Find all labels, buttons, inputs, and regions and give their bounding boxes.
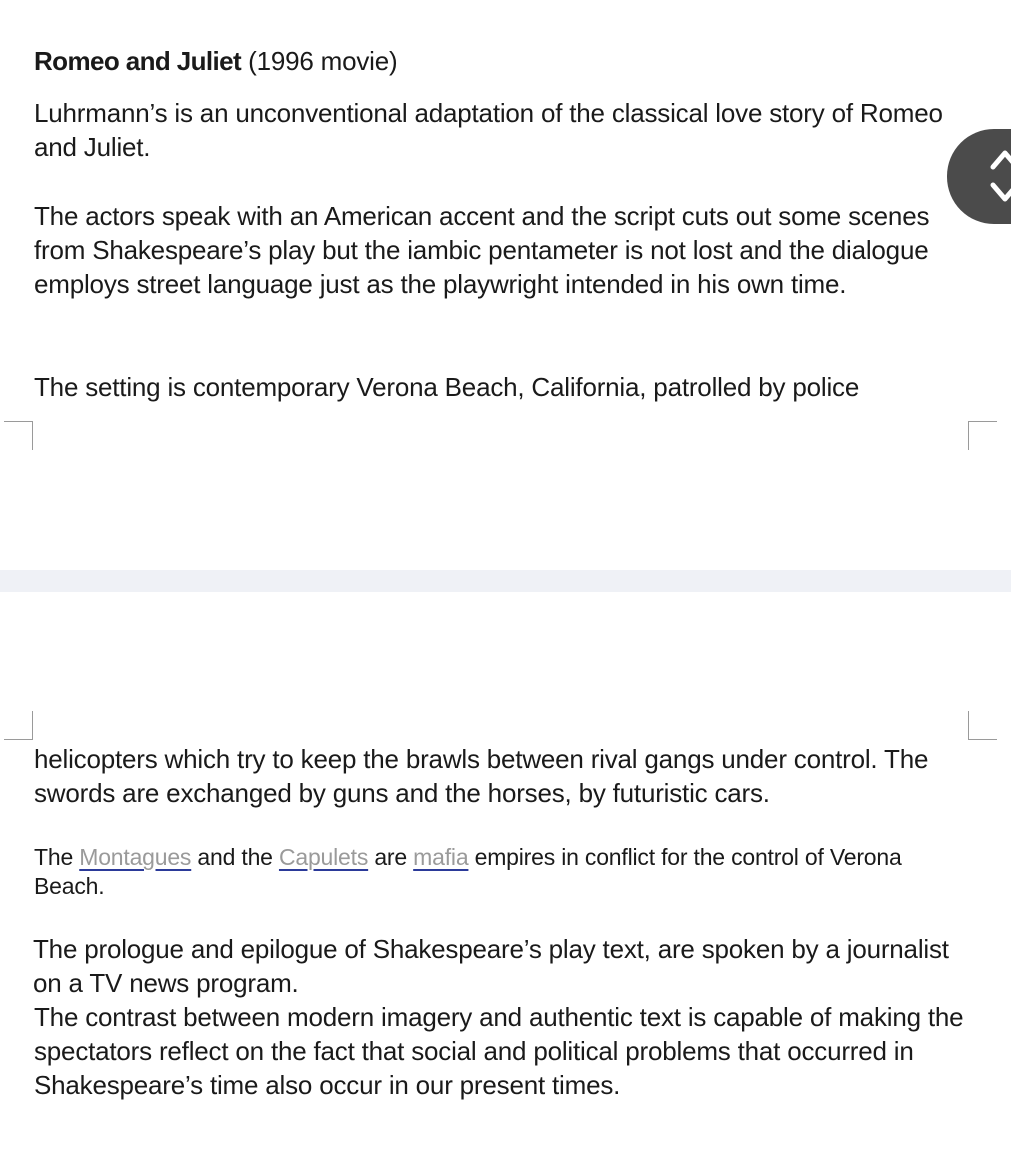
title-rest-text: (1996 movie) (241, 46, 398, 76)
page-separator (0, 570, 1011, 592)
paragraph-setting-start: The setting is contemporary Verona Beach, California, patrolled by police (34, 372, 860, 402)
chevron-up-down-icon (985, 143, 1011, 209)
families-text-3: are (368, 844, 414, 870)
document-page-1 (0, 0, 1011, 570)
paragraph-actors: The actors speak with an American accent and the script cuts out some scenes from Shakespeare’s play but the iambic pentameter is not lost and the dialogue employs street language just as the playwright intended in his own time. (34, 201, 930, 299)
families-text-1: The (34, 844, 80, 870)
link-montagues[interactable]: Montagues (79, 844, 192, 870)
document-page-2 (0, 592, 1011, 1168)
paragraph-prologue: The prologue and epilogue of Shakespeare’s play text, are spoken by a journalist on a TV news program. (33, 934, 949, 998)
link-capulets[interactable]: Capulets (278, 844, 369, 870)
title-bold-text: Romeo and Juliet (34, 46, 242, 76)
page-margin-corner-bottom-right (968, 421, 997, 450)
paragraph-contrast: The contrast between modern imagery and authentic text is capable of making the spectators reflect on the fact that social and political problems that occurred in Shakespeare’s time also occur in our present times. (34, 1002, 964, 1100)
link-mafia[interactable]: mafia (413, 844, 469, 870)
families-text-4: empires in conflict for the control of Verona Beach. (34, 844, 902, 899)
page-margin-corner-bottom-left (4, 421, 33, 450)
families-text-2: and the (191, 844, 279, 870)
paragraph-families (34, 843, 964, 901)
page-margin-corner-top-left (4, 711, 33, 740)
page-margin-corner-top-right (968, 711, 997, 740)
paragraph-setting-continued: helicopters which try to keep the brawls between rival gangs under control. The swords are exchanged by guns and the horses, by futuristic cars. (34, 744, 929, 808)
paragraph-intro: Luhrmann’s is an unconventional adaptation of the classical love story of Romeo and Juliet. (34, 98, 943, 162)
document-title (34, 44, 964, 78)
